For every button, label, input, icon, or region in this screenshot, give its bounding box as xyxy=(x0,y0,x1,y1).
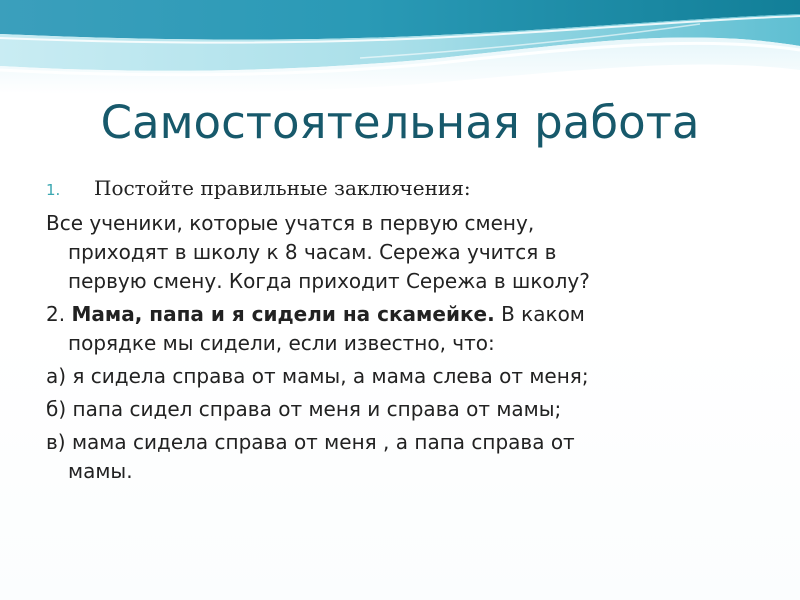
task1-line-1: Все ученики, которые учатся в первую смену, xyxy=(46,211,535,235)
task2-bold-text: Мама, папа и я сидели на скамейке. xyxy=(71,302,495,326)
slide-title: Самостоятельная работа xyxy=(100,96,700,149)
task2-rest-first-line: В каком xyxy=(494,302,585,326)
task2-number: 2. xyxy=(46,302,66,326)
task2-first-line xyxy=(46,300,746,329)
task2-condition-b: б) папа сидел справа от меня и справа от мамы; xyxy=(46,397,562,421)
task2-second-line: порядке мы сидели, если известно, что: xyxy=(68,331,495,355)
task2-condition-c: в) мама сидела справа от меня , а папа справа от xyxy=(46,430,575,454)
task1-heading-row xyxy=(46,174,746,205)
task1-line-3: первую смену. Когда приходит Сережа в школу? xyxy=(68,269,590,293)
task2-condition-a: а) я сидела справа от мамы, а мама слева от меня; xyxy=(46,364,589,388)
task1-line-2: приходят в школу к 8 часам. Сережа учится в xyxy=(68,240,557,264)
wave-header-decoration xyxy=(0,0,800,110)
task1-heading: Постойте правильные заключения: xyxy=(94,176,471,200)
slide-content xyxy=(46,174,746,486)
task1-number: 1. xyxy=(46,181,61,199)
task2-last-line: мамы. xyxy=(68,459,133,483)
